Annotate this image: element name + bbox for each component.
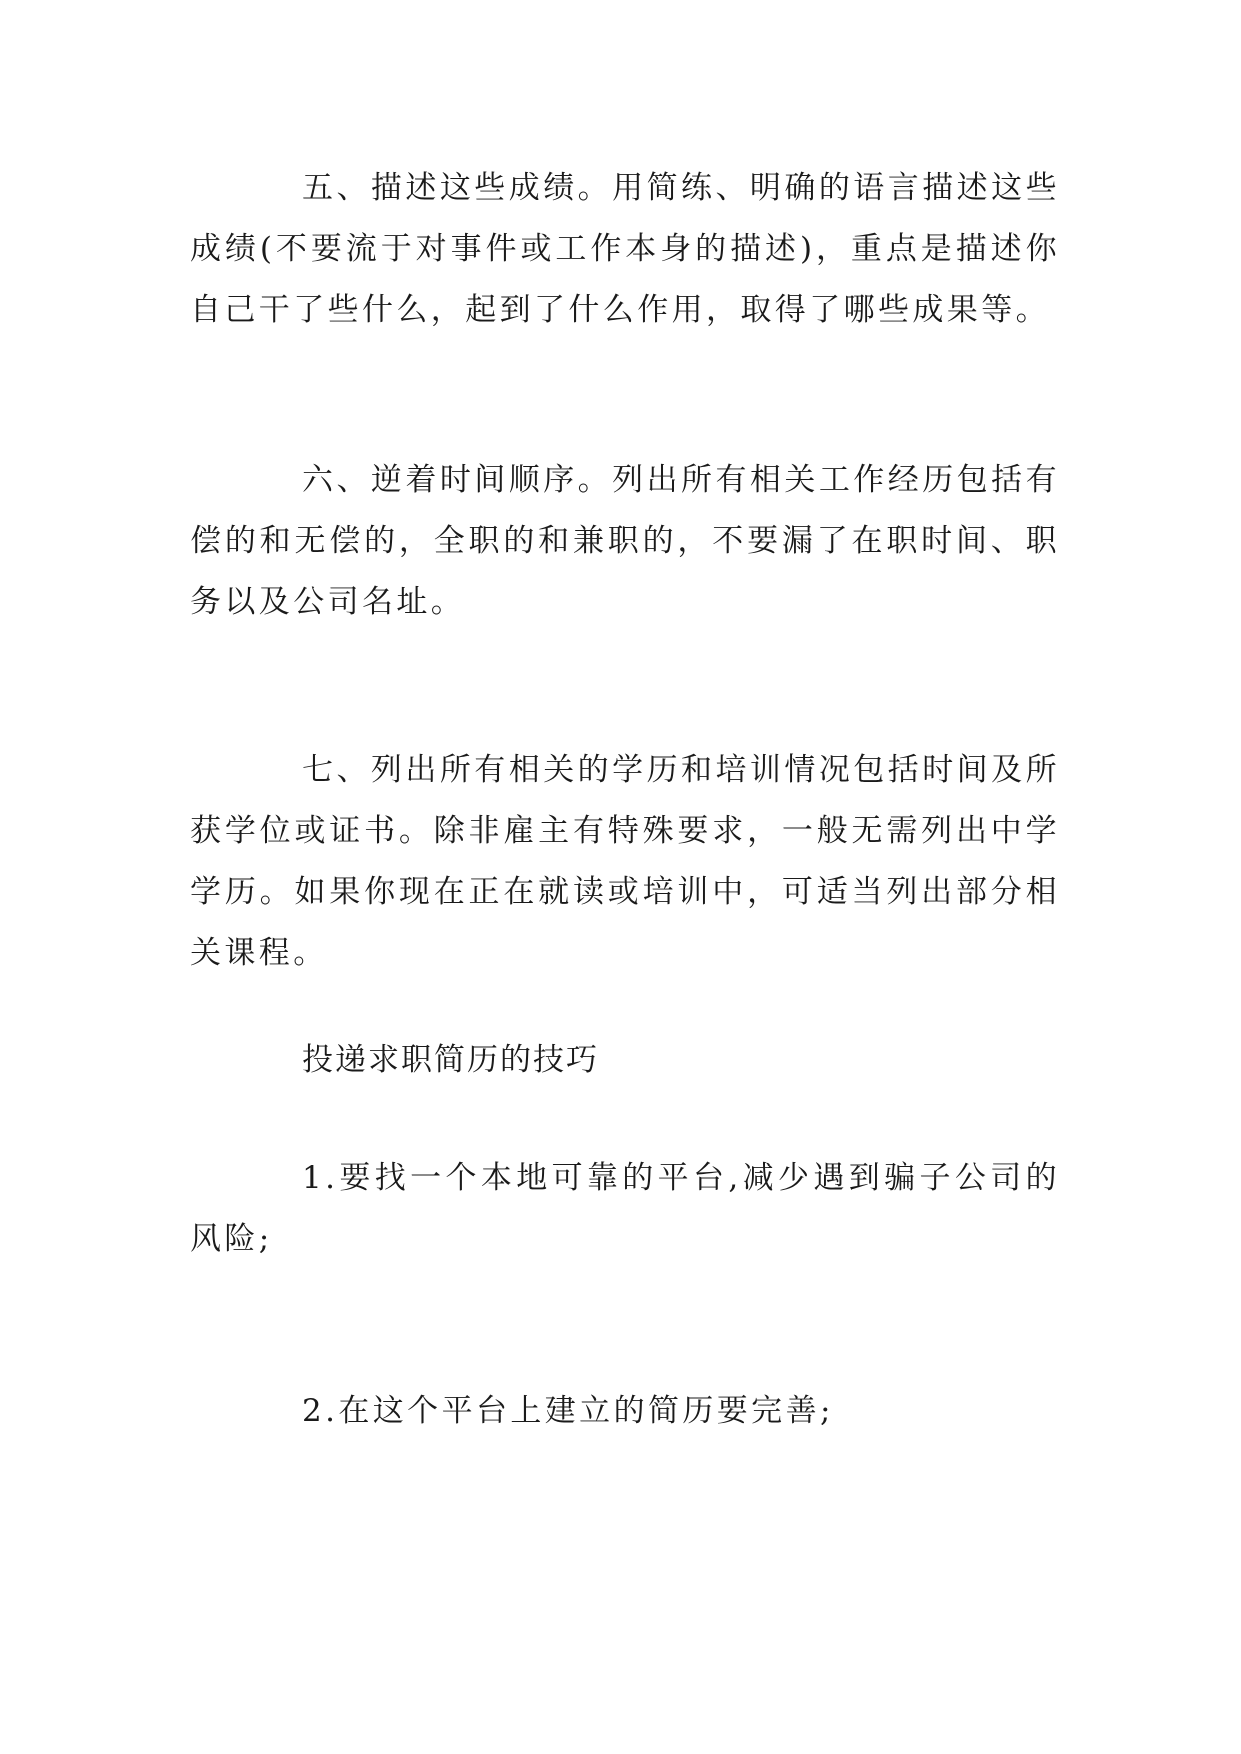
tip-item-1: 1.要找一个本地可靠的平台,减少遇到骗子公司的风险; xyxy=(190,1160,1060,1257)
tip-item-2: 2.在这个平台上建立的简历要完善; xyxy=(302,1393,834,1429)
paragraph-seven: 七、列出所有相关的学历和培训情况包括时间及所获学位或证书。除非雇主有特殊要求，一般无需列出中学学历。如果你现在正在就读或培训中，可适当列出部分相关课程。 xyxy=(190,752,1060,971)
paragraph-five: 五、描述这些成绩。用简练、明确的语言描述这些成绩(不要流于对事件或工作本身的描述)，重点是描述你自己干了些什么，起到了什么作用，取得了哪些成果等。 xyxy=(190,170,1060,328)
section-heading: 投递求职简历的技巧 xyxy=(302,1042,599,1078)
paragraph-six: 六、逆着时间顺序。列出所有相关工作经历包括有偿的和无偿的，全职的和兼职的，不要漏了在职时间、职务以及公司名址。 xyxy=(190,462,1060,620)
